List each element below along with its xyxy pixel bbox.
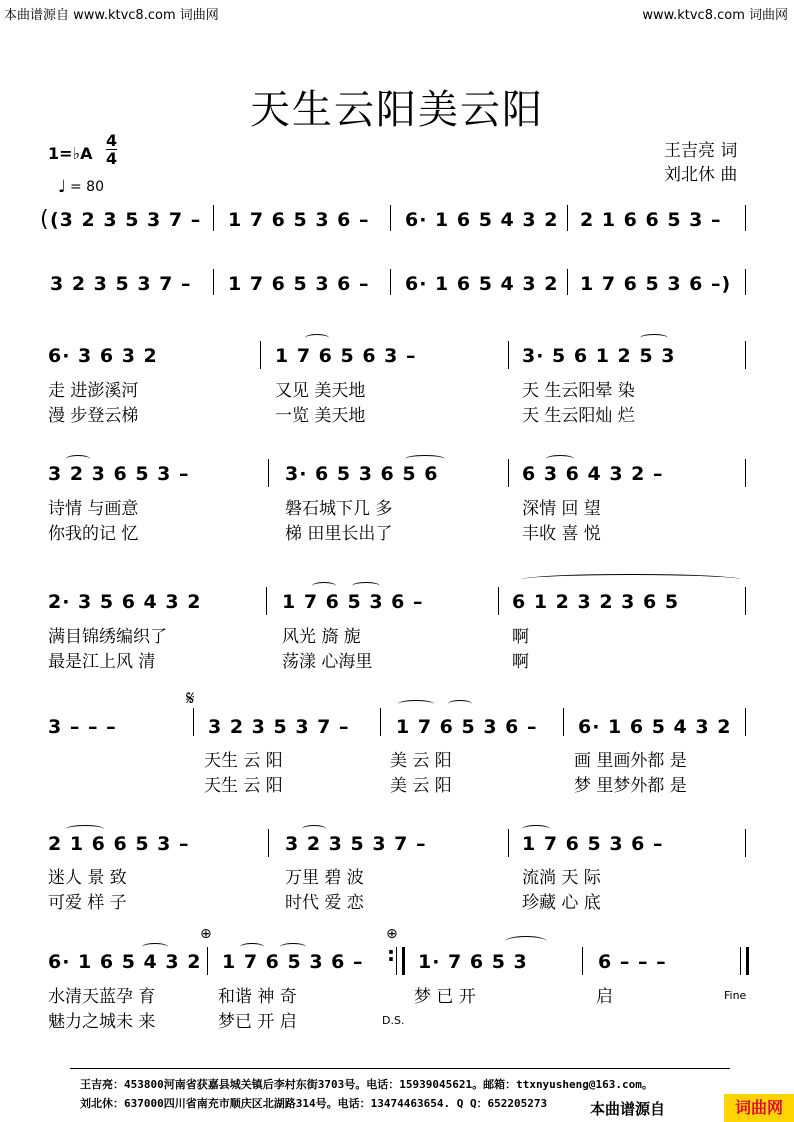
time-signature-top: 4 — [106, 131, 118, 150]
barline — [268, 829, 269, 857]
measure: 3 2 3 5 3 7 – — [208, 716, 350, 738]
measure: 6· 1 6 5 4 3 2 — [405, 209, 559, 231]
slur — [302, 825, 326, 833]
lyric: 美 云 阳 — [390, 751, 452, 771]
measure: 6· 3 6 3 2 — [48, 345, 158, 367]
barline — [508, 459, 509, 487]
measure: 1 7 6 5 3 6 – — [228, 209, 370, 231]
lyric: 时代 爱 恋 — [285, 893, 364, 913]
measure: 6 3 6 4 3 2 – — [522, 463, 664, 485]
lyric: 水清天蓝孕 育 — [48, 987, 156, 1007]
slur — [312, 582, 336, 590]
barline — [508, 829, 509, 857]
measure: (3 2 3 5 3 7 – — [50, 209, 202, 231]
lyric: 和谐 神 奇 — [218, 987, 297, 1007]
key-signature: 1=♭A — [48, 144, 93, 163]
measure: 3 2 3 6 5 3 – — [48, 463, 190, 485]
measure: 6· 1 6 5 4 3 2 — [578, 716, 732, 738]
time-signature — [106, 132, 117, 167]
brand-logo[interactable] — [724, 1094, 794, 1122]
measure: 6· 1 6 5 4 3 2 — [405, 273, 559, 295]
measure: 1 7 6 5 3 6 – — [396, 716, 538, 738]
repeat-bracket: ( — [40, 207, 49, 232]
coda-icon: ⊕ — [386, 926, 398, 942]
measure: 6· 1 6 5 4 3 2 — [48, 951, 202, 973]
barline — [268, 459, 269, 487]
lyric: 走 进澎溪河 — [48, 381, 139, 401]
measure: 3· 5 6 1 2 5 3 — [522, 345, 676, 367]
measure: 1 7 6 5 3 6 –) — [580, 273, 732, 295]
barline — [745, 205, 746, 231]
lyric: 你我的记 忆 — [48, 524, 139, 544]
measure: 2 1 6 6 5 3 – — [580, 209, 722, 231]
slur — [142, 943, 168, 951]
lyric: 又见 美天地 — [275, 381, 366, 401]
slur — [640, 334, 668, 342]
lyric: 最是江上风 清 — [48, 652, 156, 672]
measure: 1 7 6 5 6 3 – — [275, 345, 417, 367]
lyric: 流淌 天 际 — [522, 868, 601, 888]
lyric: 画 里画外都 是 — [574, 751, 687, 771]
lyric: 天生 云 阳 — [204, 751, 283, 771]
lyric: 丰收 喜 悦 — [522, 524, 601, 544]
lyric: 一览 美天地 — [275, 406, 366, 426]
barline — [567, 269, 568, 295]
measure: 1 7 6 5 3 6 – — [282, 591, 424, 613]
slur — [66, 455, 90, 463]
lyric: 啊 — [512, 627, 529, 647]
slur — [240, 943, 264, 951]
barline — [745, 459, 746, 487]
final-double-barline — [740, 947, 749, 975]
slur — [505, 936, 547, 947]
fine-marking: Fine — [724, 989, 747, 1002]
lyric: 啊 — [512, 652, 529, 672]
slur — [398, 700, 434, 708]
tempo-marking: = 80 — [70, 179, 104, 195]
measure: 1 7 6 5 3 6 – — [522, 833, 664, 855]
measure: 1 7 6 5 3 6 – — [228, 273, 370, 295]
slur — [305, 334, 329, 342]
slur — [546, 455, 574, 463]
slur — [280, 943, 306, 951]
time-signature-bottom: 4 — [106, 149, 118, 168]
barline — [380, 708, 381, 736]
lyric: 迷人 景 致 — [48, 868, 127, 888]
slur — [448, 700, 472, 708]
lyric: 风光 旖 旎 — [282, 627, 361, 647]
slur — [405, 455, 445, 463]
measure: 2 1 6 6 5 3 – — [48, 833, 190, 855]
composer-credit: 刘北休 曲 — [664, 165, 738, 185]
barline — [745, 587, 746, 615]
barline — [745, 269, 746, 295]
lyric: 启 — [596, 987, 613, 1007]
coda-icon: ⊕ — [200, 926, 212, 942]
barline — [745, 341, 746, 369]
barline — [745, 708, 746, 736]
barline — [390, 205, 391, 231]
footer-divider — [70, 1068, 730, 1069]
barline — [193, 708, 194, 736]
quarter-note-icon: ♩ — [58, 177, 67, 197]
measure: 1 7 6 5 3 6 – — [222, 951, 364, 973]
lyric: 磐石城下几 多 — [285, 499, 393, 519]
slur — [522, 574, 740, 585]
footer-contact-composer: 刘北休：637000四川省南充市顺庆区北湖路314号。电话：13474463654. Q Q：652205273 — [80, 1097, 548, 1110]
header-site-link[interactable]: www.ktvc8.com 词曲网 — [642, 8, 788, 23]
barline — [567, 205, 568, 231]
measure: 2· 3 5 6 4 3 2 — [48, 591, 202, 613]
lyric: 梯 田里长出了 — [285, 524, 393, 544]
brand-text-right: 词曲网 — [734, 1098, 783, 1117]
barline — [260, 341, 261, 369]
measure: 3 2 3 5 3 7 – — [285, 833, 427, 855]
barline — [563, 708, 564, 736]
footer-contact-lyricist: 王吉亮：453800河南省获嘉县城关镇后李村东街3703号。电话：15939045621。邮箱：ttxnyusheng@163.com。 — [80, 1078, 653, 1091]
barline — [745, 829, 746, 857]
barline — [390, 269, 391, 295]
lyric: 荡漾 心海里 — [282, 652, 373, 672]
barline — [207, 947, 208, 975]
lyric: 深情 回 望 — [522, 499, 601, 519]
lyric: 魅力之城未 来 — [48, 1012, 156, 1032]
measure: 3 2 3 5 3 7 – — [50, 273, 192, 295]
slur — [66, 825, 104, 833]
page-title: 天生云阳美云阳 — [250, 87, 544, 133]
lyric: 万里 碧 波 — [285, 868, 364, 888]
lyricist-credit: 王吉亮 词 — [664, 141, 738, 161]
lyric: 梦 已 开 — [414, 987, 476, 1007]
lyric: 天生 云 阳 — [204, 776, 283, 796]
measure: 6 1 2 3 2 3 6 5 — [512, 591, 680, 613]
barline — [213, 205, 214, 231]
measure: 1· 7 6 5 3 — [418, 951, 528, 973]
lyric: 珍藏 心 底 — [522, 893, 601, 913]
segno-icon: 𝄋 — [186, 686, 195, 710]
lyric: 天 生云阳灿 烂 — [522, 406, 635, 426]
barline — [498, 587, 499, 615]
lyric: 漫 步登云梯 — [48, 406, 139, 426]
barline — [508, 341, 509, 369]
lyric: 满目锦绣编织了 — [48, 627, 167, 647]
measure: 3 – – – — [48, 716, 117, 738]
lyric: 可爱 样 子 — [48, 893, 127, 913]
lyric: 梦已 开 启 — [218, 1012, 297, 1032]
lyric: 梦 里梦外都 是 — [574, 776, 687, 796]
slur — [352, 582, 380, 590]
header-source-text: 本曲谱源自 www.ktvc8.com 词曲网 — [4, 8, 219, 23]
measure: 3· 6 5 3 6 5 6 — [285, 463, 439, 485]
brand-text-left: 本曲谱源自 — [590, 1100, 666, 1118]
measure: 6 – – – — [598, 951, 667, 973]
barline — [213, 269, 214, 295]
lyric: 美 云 阳 — [390, 776, 452, 796]
barline — [582, 947, 583, 975]
lyric: 诗情 与画意 — [48, 499, 139, 519]
lyric: 天 生云阳晕 染 — [522, 381, 635, 401]
slur — [522, 825, 550, 833]
repeat-dots: : — [387, 942, 395, 966]
barline — [266, 587, 267, 615]
final-double-barline — [396, 947, 405, 975]
ds-marking: D.S. — [382, 1014, 405, 1027]
